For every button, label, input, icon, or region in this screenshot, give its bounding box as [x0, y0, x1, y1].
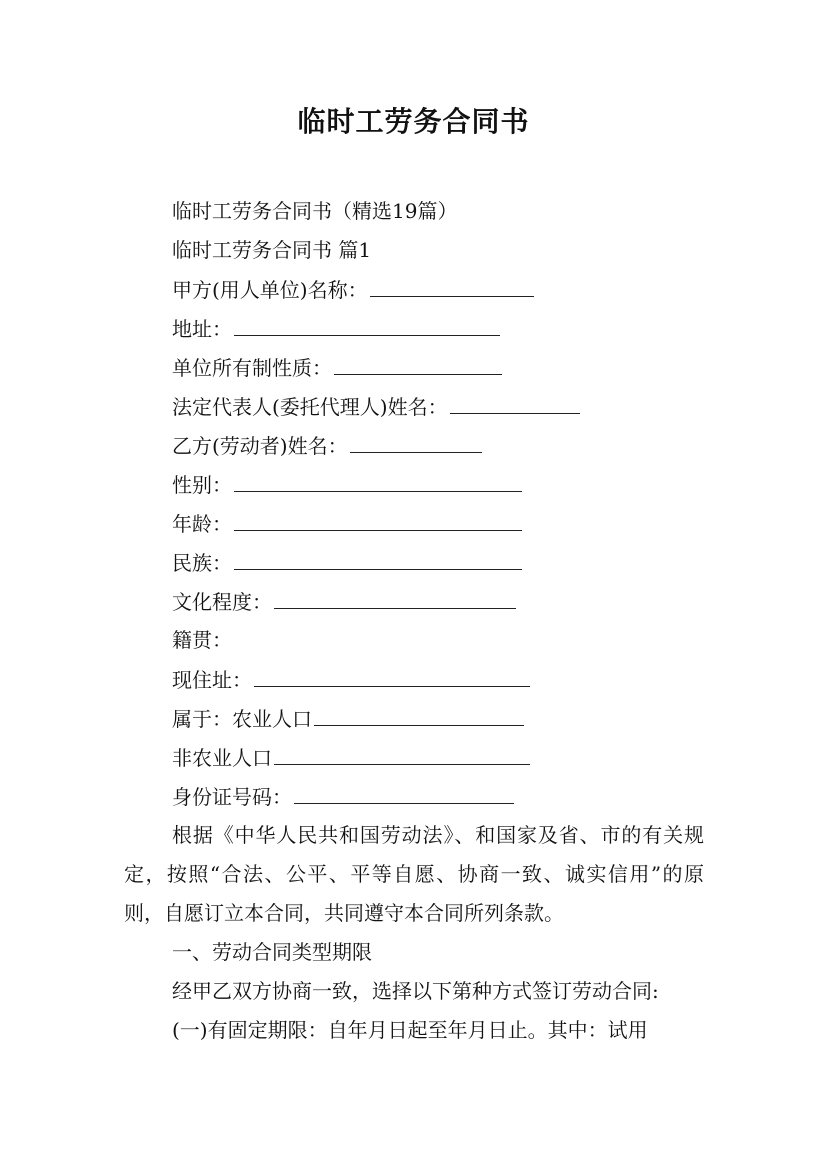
blank-line	[234, 315, 500, 336]
blank-line	[234, 549, 522, 570]
section-heading-1: 一、劳动合同类型期限	[172, 940, 372, 964]
field-label: 身份证号码：	[172, 785, 292, 809]
blank-line	[234, 471, 522, 492]
field-label: 属于：农业人口	[172, 707, 312, 731]
field-legal-rep	[172, 393, 580, 420]
field-label: 性别：	[172, 473, 232, 497]
contract-choice-line: 经甲乙双方协商一致，选择以下第种方式签订劳动合同:	[172, 979, 659, 1003]
field-employer-name	[172, 276, 534, 303]
document-title: 临时工劳务合同书	[297, 105, 530, 138]
blank-line	[334, 354, 502, 375]
field-label: 民族：	[172, 551, 232, 575]
field-agricultural	[172, 705, 524, 732]
field-ethnicity	[172, 549, 522, 576]
field-current-address	[172, 666, 530, 693]
field-label: 单位所有制性质：	[172, 356, 332, 380]
blank-line	[350, 432, 482, 453]
blank-line	[450, 393, 580, 414]
field-age	[172, 510, 522, 537]
intro-paragraph: 根据《中华人民共和国劳动法》、和国家及省、市的有关规定，按照“合法、公平、平等自愿、协商一致、诚实信用”的原则，自愿订立本合同，共同遵守本合同所列条款。	[124, 823, 704, 925]
field-label: 籍贯：	[172, 628, 232, 652]
field-label: 乙方(劳动者)姓名：	[172, 434, 348, 458]
subtitle-line: 临时工劳务合同书（精选19篇）	[172, 199, 458, 223]
field-label: 现住址：	[172, 668, 252, 692]
field-ownership	[172, 354, 502, 381]
field-education	[172, 588, 516, 615]
fixed-term-line: (一)有固定期限：自年月日起至年月日止。其中：试用	[172, 1018, 648, 1042]
blank-line	[274, 588, 516, 609]
blank-line	[274, 744, 530, 765]
blank-line	[294, 783, 514, 804]
field-label: 甲方(用人单位)名称：	[172, 278, 368, 302]
field-native-place	[172, 627, 232, 653]
field-gender	[172, 471, 522, 498]
blank-line	[314, 705, 524, 726]
field-employee-name	[172, 432, 482, 459]
field-non-agricultural	[172, 744, 530, 771]
blank-line	[370, 276, 534, 297]
blank-line	[234, 510, 522, 531]
field-label: 非农业人口	[172, 746, 272, 770]
field-label: 年龄：	[172, 512, 232, 536]
field-label: 法定代表人(委托代理人)姓名：	[172, 395, 448, 419]
field-label: 文化程度：	[172, 590, 272, 614]
section-heading: 临时工劳务合同书 篇1	[172, 238, 372, 262]
blank-line	[254, 666, 530, 687]
field-label: 地址：	[172, 317, 232, 341]
field-id-number	[172, 783, 514, 810]
field-address	[172, 315, 500, 342]
